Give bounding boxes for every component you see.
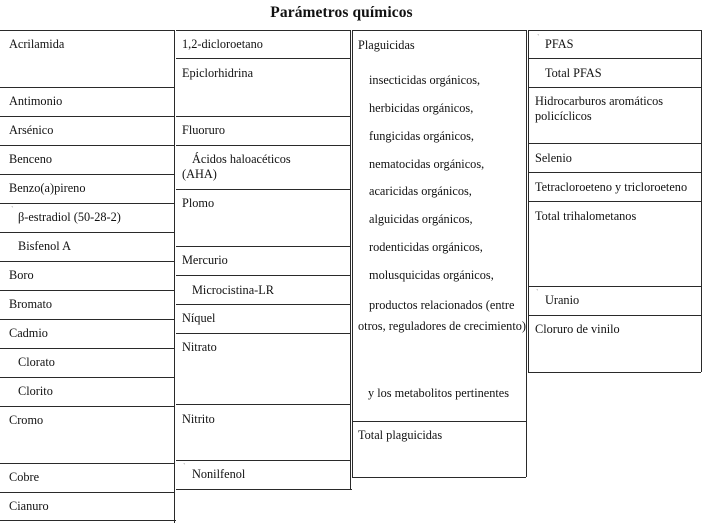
row-divider: [352, 421, 526, 422]
cell-plaguicidas-molusquicidas: molusquicidas orgánicos,: [369, 268, 494, 282]
row-divider: [528, 87, 701, 88]
cell-niquel: Níquel: [182, 311, 216, 325]
row-divider: [176, 189, 350, 190]
row-divider: [176, 460, 350, 461]
cell-epiclorhidrina: Epiclorhidrina: [182, 66, 254, 80]
row-divider: [0, 463, 174, 464]
row-divider: [0, 520, 176, 521]
cell-clorito: Clorito: [18, 384, 53, 398]
row-divider: [176, 275, 350, 276]
mark-tick-icon: ˋ: [183, 462, 186, 471]
row-divider: [176, 116, 350, 117]
row-divider: [0, 232, 174, 233]
cell-clorato: Clorato: [18, 355, 55, 369]
cell-benceno: Benceno: [9, 152, 53, 166]
mark-tick-icon: ˋ: [11, 205, 14, 214]
row-divider: [176, 58, 350, 59]
cell-pfas: PFAS: [545, 37, 574, 51]
row-divider: [176, 246, 350, 247]
cell-plaguicidas-metabolitos: y los metabolitos pertinentes: [368, 386, 510, 400]
row-divider: [528, 58, 701, 59]
row-divider: [176, 333, 350, 334]
column-4: [528, 0, 703, 523]
cell-fluoruro: Fluoruro: [182, 123, 226, 137]
row-divider: [0, 319, 174, 320]
cell-plaguicidas-nematocidas: nematocidas orgánicos,: [369, 157, 485, 171]
cell-hidrocarburos: Hidrocarburos aromáticos policíclicos: [535, 94, 664, 123]
cell-cadmio: Cadmio: [9, 326, 48, 340]
cell-beta-estradiol: β-estradiol (50-28-2): [18, 210, 121, 224]
row-divider: [528, 30, 701, 31]
cell-uranio: Uranio: [545, 293, 580, 307]
cell-trihalometanos: Total trihalometanos: [535, 209, 637, 223]
cell-plaguicidas-herbicidas: herbicidas orgánicos,: [369, 101, 474, 115]
cell-acidos-haloaceticos: Ácidos haloacéticos (AHA): [182, 152, 291, 181]
column-1-border: [174, 30, 175, 523]
column-4-left-border: [528, 30, 529, 372]
row-divider: [352, 30, 526, 31]
cell-nonilfenol: Nonilfenol: [192, 467, 246, 481]
cell-arsenico: Arsénico: [9, 123, 54, 137]
cell-plaguicidas-alguicidas: alguicidas orgánicos,: [369, 212, 473, 226]
row-divider: [528, 172, 701, 173]
cell-antimonio: Antimonio: [9, 94, 63, 108]
row-divider: [0, 174, 174, 175]
cell-acrilamida: Acrilamida: [9, 37, 65, 51]
row-divider: [528, 286, 701, 287]
row-divider: [0, 348, 174, 349]
row-divider: [176, 145, 350, 146]
cell-cianuro: Cianuro: [9, 499, 49, 513]
row-divider: [176, 489, 352, 490]
column-3-left-border: [352, 30, 353, 477]
row-divider: [528, 201, 701, 202]
cell-dicloroetano: 1,2-dicloroetano: [182, 37, 263, 51]
cell-total-plaguicidas: Total plaguicidas: [358, 428, 443, 442]
row-divider: [176, 304, 350, 305]
column-2: [176, 0, 352, 523]
row-divider: [0, 30, 174, 31]
cell-selenio: Selenio: [535, 151, 572, 165]
row-divider: [528, 372, 701, 373]
row-divider: [0, 377, 174, 378]
row-divider: [0, 492, 174, 493]
row-divider: [176, 404, 350, 405]
cell-cloruro-de-vinilo: Cloruro de vinilo: [535, 322, 620, 336]
row-divider: [0, 116, 174, 117]
cell-total-pfas: Total PFAS: [545, 66, 602, 80]
row-divider: [528, 143, 701, 144]
cell-cromo: Cromo: [9, 413, 44, 427]
column-1: [0, 0, 176, 523]
row-divider: [0, 145, 174, 146]
mark-tick-icon: ˋ: [537, 33, 540, 42]
cell-tetracloroeteno: Tetracloroeteno y tricloroeteno: [535, 180, 688, 194]
page-title: Parámetros químicos: [270, 4, 413, 21]
row-divider: [0, 261, 174, 262]
column-2-border: [350, 30, 351, 489]
row-divider: [0, 203, 174, 204]
cell-plaguicidas-fungicidas: fungicidas orgánicos,: [369, 129, 474, 143]
cell-bisfenol-a: Bisfenol A: [18, 239, 71, 253]
row-divider: [0, 406, 174, 407]
cell-plaguicidas-rodenticidas: rodenticidas orgánicos,: [369, 240, 483, 254]
column-3: [352, 0, 528, 523]
column-4-right-border: [701, 30, 702, 372]
row-divider: [0, 87, 174, 88]
cell-plaguicidas-insecticidas: insecticidas orgánicos,: [369, 73, 481, 87]
mark-tick-icon: ˋ: [536, 288, 539, 297]
cell-plaguicidas-productos-relacionados: productos relacionados (entre otros, reguladores de crecimiento): [358, 298, 526, 333]
cell-boro: Boro: [9, 268, 34, 282]
row-divider: [0, 290, 174, 291]
column-3-right-border: [526, 30, 527, 477]
cell-bromato: Bromato: [9, 297, 53, 311]
cell-mercurio: Mercurio: [182, 253, 228, 267]
cell-plaguicidas-header: Plaguicidas: [358, 38, 415, 52]
cell-plomo: Plomo: [182, 196, 215, 210]
cell-microcistina-lr: Microcistina-LR: [192, 283, 274, 297]
row-divider: [352, 477, 526, 478]
cell-cobre: Cobre: [9, 470, 40, 484]
cell-plaguicidas-acaricidas: acaricidas orgánicos,: [369, 184, 472, 198]
cell-nitrato: Nitrato: [182, 340, 217, 354]
cell-benzo-a-pireno: Benzo(a)pireno: [9, 181, 86, 195]
row-divider: [528, 315, 701, 316]
cell-nitrito: Nitrito: [182, 412, 215, 426]
row-divider: [176, 30, 350, 31]
